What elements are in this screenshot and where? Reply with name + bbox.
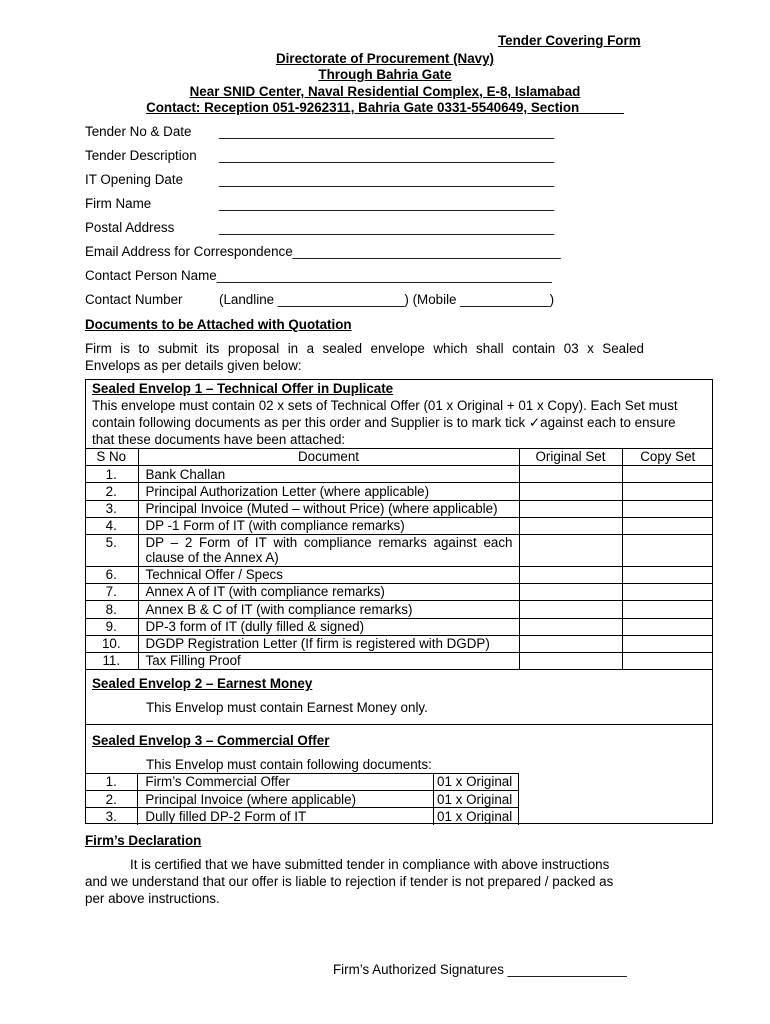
row-sno: 9. <box>85 618 138 635</box>
intro-line-1: Firm is to submit its proposal in a sealed envelope which shall contain 03 x Sealed <box>85 341 644 356</box>
field-label-firm-name: Firm Name <box>85 196 152 211</box>
row-document: Technical Offer / Specs <box>138 566 519 583</box>
envelopes-box <box>85 379 713 824</box>
row-sno: 8. <box>85 601 138 618</box>
intro-line-2: Envelops as per details given below: <box>85 358 302 373</box>
original-set-checkbox[interactable] <box>519 534 622 566</box>
row-sno: 11. <box>85 652 138 669</box>
field-line-it-opening-date[interactable]: _____________________________________________ <box>219 172 555 187</box>
row-sno: 2. <box>85 791 138 808</box>
row-sno: 6. <box>85 566 138 583</box>
row-sno: 5. <box>85 534 138 566</box>
row-sno: 1. <box>85 466 138 483</box>
row-document: Bank Challan <box>138 466 519 483</box>
table-row <box>85 601 713 618</box>
row-document: DGDP Registration Letter (If firm is registered with DGDP) <box>138 635 519 652</box>
row-quantity: 01 x Original <box>434 774 519 791</box>
declaration-heading: Firm’s Declaration <box>85 833 202 848</box>
copy-set-checkbox[interactable] <box>622 652 713 669</box>
column-header-copy: Copy Set <box>622 449 713 466</box>
envelope3-table <box>85 773 519 825</box>
row-sno: 2. <box>85 483 138 500</box>
table-row <box>85 791 519 808</box>
row-document: DP-3 form of IT (dully filled & signed) <box>138 618 519 635</box>
header-contact: Contact: Reception 051-9262311, Bahria Gate 0331-5540649, Section______ <box>146 100 624 115</box>
original-set-checkbox[interactable] <box>519 584 622 601</box>
field-line-tender-no[interactable]: _____________________________________________ <box>219 124 555 139</box>
form-title: Tender Covering Form <box>498 33 641 48</box>
header-through: Through Bahria Gate <box>318 67 452 82</box>
table-row <box>85 483 713 500</box>
column-header-original: Original Set <box>519 449 622 466</box>
envelope1-table <box>85 448 713 670</box>
copy-set-checkbox[interactable] <box>622 517 713 534</box>
copy-set-checkbox[interactable] <box>622 566 713 583</box>
original-set-checkbox[interactable] <box>519 601 622 618</box>
row-document: Principal Invoice (where applicable) <box>138 791 434 808</box>
header-directorate: Directorate of Procurement (Navy) <box>275 51 495 66</box>
row-document: Firm’s Commercial Offer <box>138 774 434 791</box>
row-sno: 1. <box>85 774 138 791</box>
table-row <box>85 584 713 601</box>
row-document-line-2: clause of the Annex A) <box>145 550 279 566</box>
declaration-line-1: It is certified that we have submitted tender in compliance with above instructions <box>130 857 610 872</box>
original-set-checkbox[interactable] <box>519 483 622 500</box>
field-contact-number[interactable]: (Landline _________________) (Mobile ____________) <box>219 292 555 307</box>
table-row <box>85 652 713 669</box>
field-contact-person[interactable]: Contact Person Name_____________________________________________ <box>85 268 552 283</box>
original-set-checkbox[interactable] <box>519 466 622 483</box>
envelope1-title: Sealed Envelop 1 – Technical Offer in Duplicate <box>92 381 394 396</box>
table-row <box>85 618 713 635</box>
row-document: Annex A of IT (with compliance remarks) <box>138 584 519 601</box>
table-row <box>85 534 713 566</box>
table-row <box>85 635 713 652</box>
table-row <box>85 774 519 791</box>
envelope3-title: Sealed Envelop 3 – Commercial Offer <box>92 733 330 748</box>
row-document <box>138 534 519 566</box>
copy-set-checkbox[interactable] <box>622 601 713 618</box>
original-set-checkbox[interactable] <box>519 635 622 652</box>
copy-set-checkbox[interactable] <box>622 466 713 483</box>
documents-heading: Documents to be Attached with Quotation <box>85 317 352 332</box>
row-quantity: 01 x Original <box>434 808 519 825</box>
row-sno: 3. <box>85 500 138 517</box>
field-line-firm-name[interactable]: _____________________________________________ <box>219 196 555 211</box>
original-set-checkbox[interactable] <box>519 500 622 517</box>
row-document-line-1: DP – 2 Form of IT with compliance remarks against each <box>145 534 513 550</box>
row-sno: 10. <box>85 635 138 652</box>
row-sno: 4. <box>85 517 138 534</box>
envelope3-text: This Envelop must contain following documents: <box>146 757 432 772</box>
table-row <box>85 500 713 517</box>
envelope1-line-2: contain following documents as per this order and Supplier is to mark tick ✓against each to ensure <box>92 415 676 430</box>
signature-line[interactable]: Firm’s Authorized Signatures ________________ <box>333 962 627 977</box>
row-document: Annex B & C of IT (with compliance remarks) <box>138 601 519 618</box>
column-header-document: Document <box>138 449 519 466</box>
envelope1-line-3: that these documents have been attached: <box>92 432 346 447</box>
declaration-line-2: and we understand that our offer is liable to rejection if tender is not prepared / packed as <box>85 874 614 889</box>
copy-set-checkbox[interactable] <box>622 500 713 517</box>
original-set-checkbox[interactable] <box>519 566 622 583</box>
row-sno: 7. <box>85 584 138 601</box>
row-document: Dully filled DP-2 Form of IT <box>138 808 434 825</box>
table-row <box>85 808 519 825</box>
table-row <box>85 517 713 534</box>
row-quantity: 01 x Original <box>434 791 519 808</box>
row-document: Principal Invoice (Muted – without Price) (where applicable) <box>138 500 519 517</box>
original-set-checkbox[interactable] <box>519 652 622 669</box>
copy-set-checkbox[interactable] <box>622 483 713 500</box>
section-divider <box>86 724 712 725</box>
copy-set-checkbox[interactable] <box>622 534 713 566</box>
table-row <box>85 566 713 583</box>
field-line-postal-address[interactable]: _____________________________________________ <box>219 220 555 235</box>
row-sno: 3. <box>85 808 138 825</box>
field-email[interactable]: Email Address for Correspondence____________________________________ <box>85 244 561 259</box>
field-label-tender-description: Tender Description <box>85 148 197 163</box>
row-document: Principal Authorization Letter (where applicable) <box>138 483 519 500</box>
field-label-tender-no: Tender No & Date <box>85 124 192 139</box>
envelope2-title: Sealed Envelop 2 – Earnest Money <box>92 676 313 691</box>
original-set-checkbox[interactable] <box>519 517 622 534</box>
table-row <box>85 466 713 483</box>
field-label-contact-number: Contact Number <box>85 292 183 307</box>
envelope2-text: This Envelop must contain Earnest Money only. <box>146 700 428 715</box>
copy-set-checkbox[interactable] <box>622 635 713 652</box>
header-address: Near SNID Center, Naval Residential Complex, E-8, Islamabad <box>189 84 581 99</box>
row-document: DP -1 Form of IT (with compliance remarks) <box>138 517 519 534</box>
declaration-line-3: per above instructions. <box>85 891 220 906</box>
field-label-it-opening-date: IT Opening Date <box>85 172 184 187</box>
original-set-checkbox[interactable] <box>519 618 622 635</box>
field-label-postal-address: Postal Address <box>85 220 175 235</box>
copy-set-checkbox[interactable] <box>622 584 713 601</box>
copy-set-checkbox[interactable] <box>622 618 713 635</box>
row-document: Tax Filling Proof <box>138 652 519 669</box>
field-line-tender-description[interactable]: _____________________________________________ <box>219 148 555 163</box>
envelope1-line-1: This envelope must contain 02 x sets of Technical Offer (01 x Original + 01 x Copy). Each Set must <box>92 398 678 413</box>
column-header-sno: S No <box>85 449 138 466</box>
